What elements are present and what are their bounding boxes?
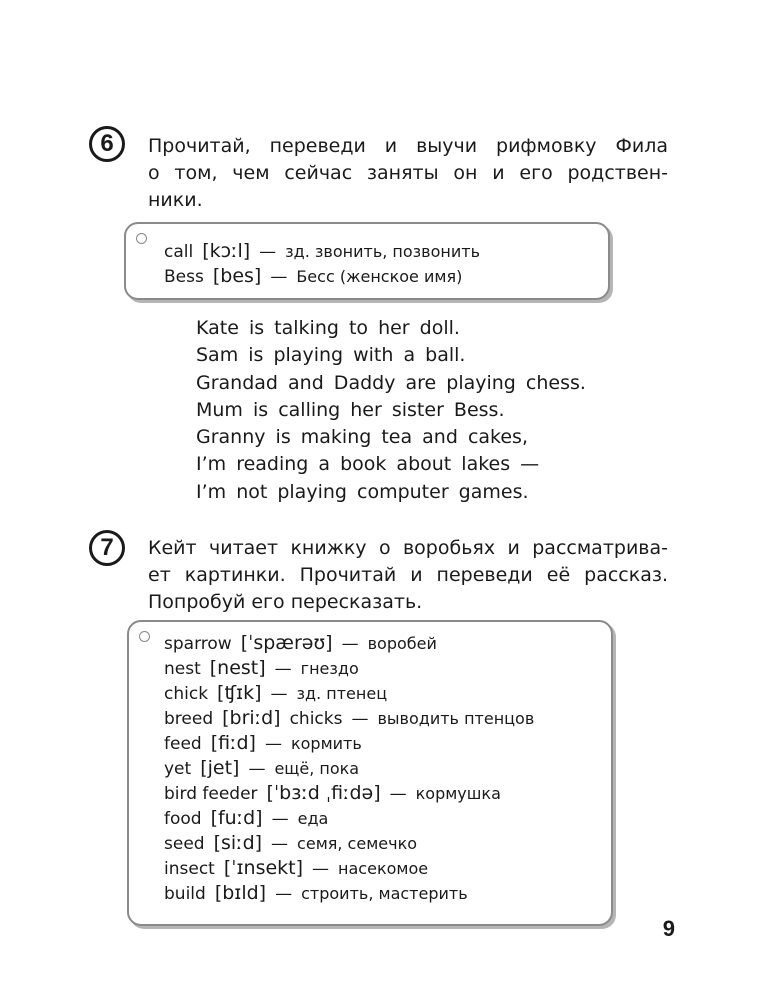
vocab-translation: насекомое bbox=[338, 859, 429, 878]
vocab-dash: — bbox=[274, 659, 292, 679]
vocab-entry bbox=[164, 831, 534, 856]
vocab-dash: — bbox=[341, 634, 359, 654]
vocab-word: call bbox=[164, 242, 194, 262]
bullet-circle-icon bbox=[139, 631, 150, 642]
rhyme-line: I’m reading a book about lakes — bbox=[196, 453, 540, 476]
exercise-7-number-badge bbox=[89, 530, 125, 566]
vocab-transcription: [kɔːl] bbox=[202, 240, 251, 262]
exercise-7-vocabulary-box bbox=[127, 620, 613, 926]
vocab-entry bbox=[164, 706, 534, 731]
vocab-dash: — bbox=[264, 734, 282, 754]
vocab-word-extra: chicks bbox=[289, 709, 343, 729]
page-number: 9 bbox=[662, 916, 675, 941]
exercise-6-vocabulary-list bbox=[164, 239, 480, 289]
vocab-translation: еда bbox=[297, 809, 329, 828]
vocab-word: sparrow bbox=[164, 634, 232, 654]
vocab-entry bbox=[164, 731, 534, 756]
bullet-circle-icon bbox=[136, 233, 147, 244]
vocab-entry bbox=[164, 756, 534, 781]
vocab-word: build bbox=[164, 884, 206, 904]
vocab-translation: выводить птенцов bbox=[377, 709, 535, 728]
rhyme-line: Mum is calling her sister Bess. bbox=[196, 398, 505, 421]
vocab-transcription: [siːd] bbox=[213, 832, 263, 854]
rhyme-line: Sam is playing with a ball. bbox=[196, 344, 466, 367]
vocab-transcription: [ˈɪnsekt] bbox=[223, 857, 304, 879]
vocab-word: insect bbox=[164, 859, 215, 879]
vocab-translation: кормить bbox=[290, 734, 362, 753]
vocab-dash: — bbox=[259, 242, 277, 262]
vocab-word: breed bbox=[164, 709, 214, 729]
vocab-transcription: [fuːd] bbox=[210, 807, 263, 829]
vocab-word: yet bbox=[164, 759, 192, 779]
vocab-translation: гнездо bbox=[300, 659, 359, 678]
exercise-6-number: 6 bbox=[100, 130, 114, 157]
exercise-7-instruction-line: ет картинки. Прочитай и переведи её рассказ. bbox=[148, 564, 668, 586]
vocab-entry bbox=[164, 239, 480, 264]
vocab-translation: строить, мастерить bbox=[301, 884, 468, 903]
exercise-7-number: 7 bbox=[100, 534, 114, 561]
vocab-transcription: [briːd] bbox=[222, 707, 281, 729]
vocab-dash: — bbox=[271, 834, 289, 854]
vocab-dash: — bbox=[351, 709, 369, 729]
exercise-6-rhyme bbox=[196, 315, 586, 506]
vocab-translation: кормушка bbox=[415, 784, 501, 803]
exercise-6-instruction-line: Прочитай, переведи и выучи рифмовку Фила bbox=[148, 135, 668, 157]
exercise-6-instruction bbox=[148, 133, 668, 214]
vocab-dash: — bbox=[270, 267, 288, 287]
exercise-7-instruction bbox=[148, 535, 668, 616]
vocab-transcription: [bes] bbox=[212, 265, 262, 287]
vocab-word: Bess bbox=[164, 267, 204, 287]
exercise-6-instruction-line: ники. bbox=[148, 189, 203, 211]
vocab-dash: — bbox=[389, 784, 407, 804]
vocab-entry bbox=[164, 881, 534, 906]
exercise-7-instruction-line: Попробуй его пересказать. bbox=[148, 591, 423, 613]
rhyme-line: Kate is talking to her doll. bbox=[196, 317, 460, 339]
rhyme-line: Grandad and Daddy are playing chess. bbox=[196, 371, 586, 394]
vocab-transcription: [ˈbɜːd ˌfiːdə] bbox=[266, 782, 381, 804]
vocab-translation: зд. звонить, позвонить bbox=[285, 242, 481, 261]
vocab-transcription: [ˈspærəʊ] bbox=[240, 632, 333, 654]
vocab-translation: воробей bbox=[367, 634, 437, 653]
vocab-entry bbox=[164, 656, 534, 681]
vocab-transcription: [nest] bbox=[209, 657, 266, 679]
vocab-entry bbox=[164, 264, 480, 289]
vocab-transcription: [jet] bbox=[200, 757, 240, 779]
vocab-word: bird feeder bbox=[164, 784, 258, 804]
exercise-7-vocabulary-list bbox=[164, 631, 534, 906]
vocab-word: food bbox=[164, 809, 202, 829]
vocab-transcription: [bɪld] bbox=[214, 882, 267, 904]
exercise-7-instruction-line: Кейт читает книжку о воробьях и рассматрива- bbox=[148, 537, 668, 559]
vocab-entry bbox=[164, 806, 534, 831]
exercise-6-instruction-line: о том, чем сейчас заняты он и его родствен- bbox=[148, 162, 668, 184]
rhyme-line: Granny is making tea and cakes, bbox=[196, 426, 528, 449]
vocab-dash: — bbox=[271, 809, 289, 829]
vocab-entry bbox=[164, 631, 534, 656]
vocab-dash: — bbox=[275, 884, 293, 904]
vocab-entry bbox=[164, 681, 534, 706]
vocab-dash: — bbox=[312, 859, 330, 879]
vocab-transcription: [ʧɪk] bbox=[217, 682, 262, 704]
vocab-entry bbox=[164, 781, 534, 806]
exercise-6-vocabulary-box bbox=[124, 222, 610, 300]
vocab-dash: — bbox=[270, 684, 288, 704]
vocab-dash: — bbox=[248, 759, 266, 779]
vocab-translation: ещё, пока bbox=[274, 759, 360, 778]
rhyme-line: I’m not playing computer games. bbox=[196, 480, 529, 503]
vocab-translation: Бесс (женское имя) bbox=[296, 267, 463, 286]
vocab-translation: зд. птенец bbox=[296, 684, 388, 703]
vocab-entry bbox=[164, 856, 534, 881]
vocab-transcription: [fiːd] bbox=[210, 732, 256, 754]
exercise-6-number-badge bbox=[89, 126, 125, 162]
vocab-translation: семя, семечко bbox=[297, 834, 418, 853]
vocab-word: seed bbox=[164, 834, 205, 854]
vocab-word: feed bbox=[164, 734, 202, 754]
vocab-word: chick bbox=[164, 684, 209, 704]
vocab-word: nest bbox=[164, 659, 201, 679]
